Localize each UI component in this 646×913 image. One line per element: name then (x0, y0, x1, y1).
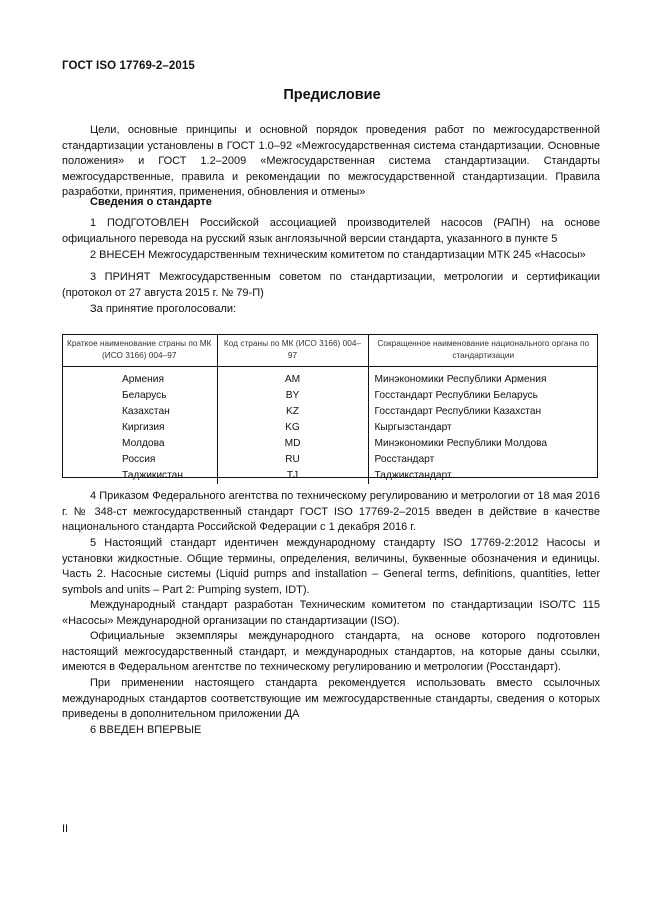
country-cell: Молдова (122, 438, 165, 449)
code-cell: AM (217, 372, 368, 388)
item-3: 3 ПРИНЯТ Межгосударственным советом по стандартизации, метрологии и сертификации (протокол от 27 августа 2015 г. № 79-П) (62, 271, 600, 299)
item-5: 5 Настоящий стандарт идентичен международному стандарту ISO 17769-2:2012 Насосы и установки жидкостные. Общие термины, определения, величины, буквенные обозначения и единицы. Часть 2. Насосные системы (Liquid pumps and installation – General terms, definitions, quantities, letter symbols and units – Part 2: Pumping system, IDT). (62, 537, 600, 596)
info-heading: Сведения о стандарте (90, 196, 212, 208)
voting-table (62, 334, 598, 484)
table-row (62, 420, 598, 436)
item-5-copies: Официальные экземпляры международного стандарта, на основе которого подготовлен настоящий межгосударственный стандарт, и международных стандартов, на которые даны ссылки, имеются в Федеральном агентстве по техническому регулированию и метрологии (Росстандарт). (62, 630, 600, 673)
item-2: 2 ВНЕСЕН Межгосударственным техническим комитетом по стандартизации МТК 245 «Насосы» (90, 249, 586, 261)
item-5-application: При применении настоящего стандарта рекомендуется использовать вместо ссылочных международных стандартов соответствующие им межгосударственные стандарты, сведения о которых приведены в дополнительном приложении ДА (62, 677, 600, 720)
table-row (62, 452, 598, 468)
item-1: 1 ПОДГОТОВЛЕН Российской ассоциацией производителей насосов (РАПН) на основе официального перевода на русский язык англоязычной версии стандарта, указанного в пункте 5 (62, 217, 600, 245)
body-cell: Росстандарт (368, 452, 598, 468)
item-6: 6 ВВЕДЕН ВПЕРВЫЕ (90, 724, 202, 736)
country-cell: Киргизия (122, 422, 165, 433)
header-country: Краткое наименование страны по МК (ИСО 3166) 004–97 (62, 334, 217, 367)
item-4: 4 Приказом Федерального агентства по техническому регулированию и метрологии от 18 мая 2016 г. № 348-ст межгосударственный стандарт ГОСТ ISO 17769-2–2015 введен в действие в качестве национального стандарта Российской Федерации с 1 декабря 2016 г. (62, 490, 600, 533)
table-row (62, 404, 598, 420)
code-cell: TJ (217, 468, 368, 484)
code-cell: BY (217, 388, 368, 404)
country-cell: Казахстан (122, 406, 170, 417)
table-header-row (62, 334, 598, 367)
table-row (62, 372, 598, 388)
country-cell: Беларусь (122, 390, 167, 401)
table-row (62, 388, 598, 404)
table-row (62, 468, 598, 484)
code-cell: MD (217, 436, 368, 452)
code-cell: KZ (217, 404, 368, 420)
code-cell: KG (217, 420, 368, 436)
voted-label: За принятие проголосовали: (90, 303, 237, 315)
page-number: II (62, 823, 69, 835)
page-title: Предисловие (283, 87, 381, 103)
body-cell: Минэкономики Республики Армения (368, 372, 598, 388)
table-row (62, 436, 598, 452)
item-5-developer: Международный стандарт разработан Техническим комитетом по стандартизации ISO/TC 115 «Насосы» Международной организации по стандартизации (ISO). (62, 599, 600, 627)
code-cell: RU (217, 452, 368, 468)
country-cell: Армения (122, 374, 164, 385)
intro-paragraph: Цели, основные принципы и основной порядок проведения работ по межгосударственной стандартизации установлены в ГОСТ 1.0–92 «Межгосударственная система стандартизации. Основные положения» и ГОСТ 1.2–2009 «Межгосударственная система стандартизации. Стандарты межгосударственные, правила и рекомендации по межгосударственной стандартизации. Правила разработки, принятия, применения, обновления и отмены» (62, 124, 600, 198)
header-code: Код страны по МК (ИСО 3166) 004–97 (217, 334, 368, 367)
body-cell: Минэкономики Республики Молдова (368, 436, 598, 452)
body-cell: Госстандарт Республики Беларусь (368, 388, 598, 404)
document-code: ГОСТ ISO 17769-2–2015 (62, 60, 195, 72)
country-cell: Таджикистан (122, 470, 183, 481)
header-body: Сокращенное наименование национального органа по стандартизации (368, 334, 598, 367)
body-cell: Госстандарт Республики Казахстан (368, 404, 598, 420)
body-cell: Кыргызстандарт (368, 420, 598, 436)
body-cell: Таджикстандарт (368, 468, 598, 484)
country-cell: Россия (122, 454, 156, 465)
